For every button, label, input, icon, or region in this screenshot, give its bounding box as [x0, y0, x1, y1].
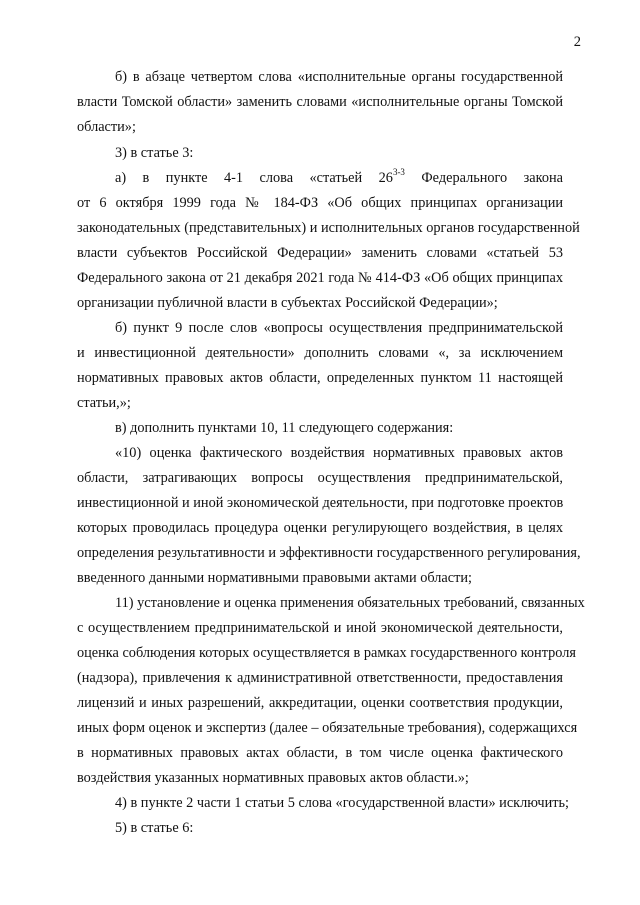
- text-line: определения результативности и эффективности государственного регулирования,: [77, 545, 581, 561]
- text-line: которых проводилась процедура оценки регулирующего воздействия, в целях: [77, 520, 563, 536]
- text-line: области»;: [77, 119, 136, 135]
- text-line: б) пункт 9 после слов «вопросы осуществления предпринимательской: [115, 320, 563, 336]
- text-line: оценка соблюдения которых осуществляется в рамках государственного контроля: [77, 645, 576, 661]
- text-line: иных форм оценок и экспертиз (далее – обязательные требования), содержащихся: [77, 720, 578, 736]
- text-line: власти Томской области» заменить словами «исполнительные органы Томской: [77, 94, 563, 110]
- text-line: лицензий и иных разрешений, аккредитации, оценки соответствия продукции,: [77, 695, 563, 711]
- text-line: введенного данными нормативными правовыми актами области;: [77, 570, 472, 586]
- text-line: нормативных правовых актов области, определенных пунктом 11 настоящей: [77, 370, 563, 386]
- superscript: 3-3: [392, 167, 405, 177]
- text-line: (надзора), привлечения к административной ответственности, предоставления: [77, 670, 563, 686]
- text-line: воздействия указанных нормативных правовых актов области.»;: [77, 770, 469, 786]
- text-line: 11) установление и оценка применения обязательных требований, связанных: [115, 595, 585, 611]
- text-line: инвестиционной и иной экономической деятельности, при подготовке проектов: [77, 495, 564, 511]
- text-segment: а) в пункте 4-1 слова «статьей 26: [115, 170, 393, 186]
- text-line: статьи,»;: [77, 395, 131, 411]
- text-line: [115, 166, 563, 190]
- page-number: 2: [573, 34, 581, 50]
- text-line: Федерального закона от 21 декабря 2021 года № 414-ФЗ «Об общих принципах: [77, 270, 563, 286]
- text-line: б) в абзаце четвертом слова «исполнительные органы государственной: [115, 69, 563, 85]
- text-line: в) дополнить пунктами 10, 11 следующего содержания:: [115, 420, 454, 436]
- text-line: от 6 октября 1999 года № 184-ФЗ «Об общих принципах организации: [77, 195, 563, 211]
- text-line: в нормативных правовых актах области, в том числе оценка фактического: [77, 745, 563, 761]
- text-line: области, затрагивающих вопросы осуществления предпринимательской,: [77, 470, 563, 486]
- text-line: власти субъектов Российской Федерации» заменить словами «статьей 53: [77, 245, 563, 261]
- text-line: с осуществлением предпринимательской и иной экономической деятельности,: [77, 620, 563, 636]
- text-line: законодательных (представительных) и исполнительных органов государственной: [77, 220, 580, 236]
- text-line: 5) в статье 6:: [115, 820, 194, 836]
- text-line: 4) в пункте 2 части 1 статьи 5 слова «государственной власти» исключить;: [115, 795, 569, 811]
- text-segment: Федерального закона: [404, 170, 564, 186]
- text-line: «10) оценка фактического воздействия нормативных правовых актов: [115, 445, 563, 461]
- text-line: и инвестиционной деятельности» дополнить словами «, за исключением: [77, 345, 563, 361]
- text-line: организации публичной власти в субъектах Российской Федерации»;: [77, 295, 498, 311]
- text-line: 3) в статье 3:: [115, 145, 194, 161]
